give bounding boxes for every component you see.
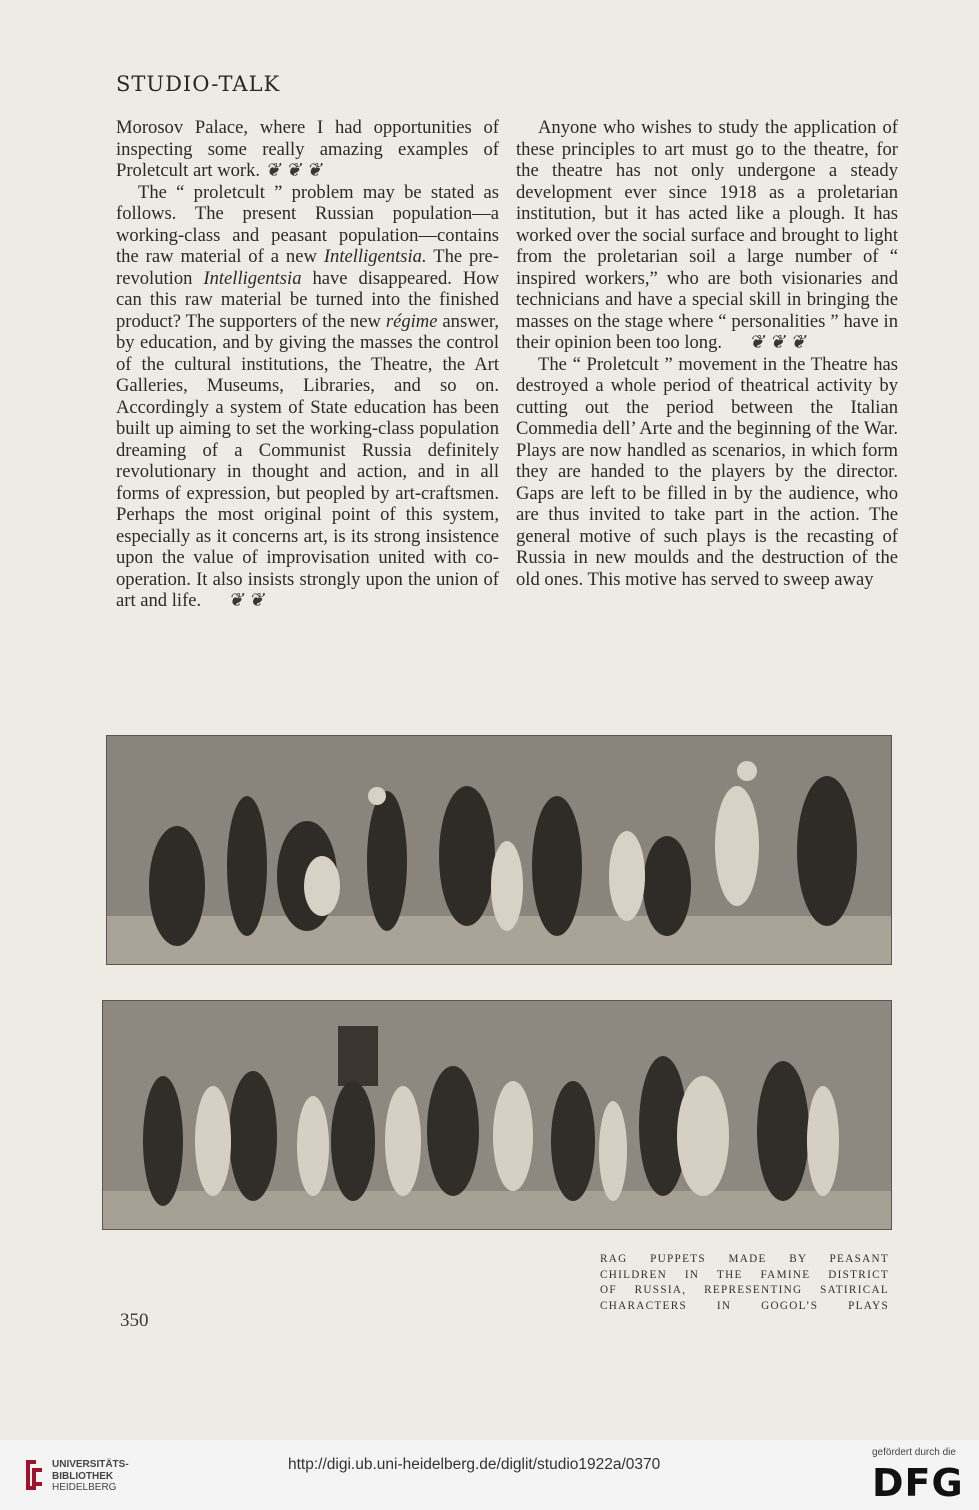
university-library-logo-icon	[22, 1458, 46, 1492]
leaf-ornament-icon: ❦	[264, 160, 281, 181]
library-name: UNIVERSITÄTS- BIBLIOTHEK HEIDELBERG	[52, 1459, 129, 1493]
leaf-ornament-icon: ❦	[306, 160, 322, 181]
paragraph: The “ proletcult ” problem may be stated as follows. The present Russian population—a working-class and peasant population—contains the raw material of a new Intelligentsia. The pre-revolution Intelligentsia have disappeared. How can this raw material be turned into the finished product? The supporters of the new régime answer, by education, and by giving the masses the control of the cultural institutions, the Theatre, the Art Galleries, Museums, Libraries, and so on. Accordingly a system of State education has been built up aiming to set the working-class population dreaming of a Communist Russia definitely revolutionary in thought and action, and in all forms of expression, but peopled by art-craftsmen. Perhaps the most original point of this system, especially as it concerns art, is its strong insistence upon the value of improvisation united with co-operation. It also insists strongly upon the union of art and life. ❦ ❦	[116, 181, 500, 611]
left-text-column	[116, 117, 499, 612]
leaf-ornament-icon: ❦	[790, 332, 806, 353]
paragraph: Morosov Palace, where I had opportunities of inspecting some really amazing examples of Proletcult art work. ❦ ❦ ❦	[116, 117, 499, 181]
puppet-photograph-bottom	[102, 1000, 892, 1230]
paragraph: The “ Proletcult ” movement in the Theatre has destroyed a whole period of theatrical activity by cutting out the period between the Italian Commedia dell’ Arte and the beginning of the War. Plays are now handled as scenarios, in which form they are handed to the players by the director. Gaps are left to be filled in by the audience, who are thus invited to take part in the action. The general motive of such plays is the recasting of Russia in new moulds and the destruction of the old ones. This motive has served to sweep away	[516, 353, 898, 590]
paragraph: Anyone who wishes to study the application of these principles to art must go to the theatre, for the theatre has not only undergone a steady development ever since 1918 as a proletarian institution, but it has acted like a plough. It has worked over the social surface and brought to light from the proletarian soil a large number of “ inspired workers,” who are both visionaries and technicians and have a special skill in bringing the masses on the stage where “ personalities ” have in their opinion been too long. ❦ ❦ ❦	[516, 117, 898, 353]
dfg-logo: DFG	[872, 1461, 964, 1505]
page-number: 350	[120, 1310, 149, 1331]
sponsor-label: gefördert durch die	[872, 1447, 956, 1458]
leaf-ornament-icon: ❦	[248, 590, 265, 611]
puppet-photograph-top	[106, 735, 892, 965]
right-text-column	[516, 117, 898, 590]
photo-caption: RAG PUPPETS MADE BY PEASANT CHILDREN IN THE FAMINE DISTRICT OF RUSSIA, REPRESENTING SATIRICAL CHARACTERS IN GOGOL’S PLAYS	[600, 1253, 889, 1312]
leaf-ornament-icon: ❦	[748, 332, 765, 353]
leaf-ornament-icon: ❦	[769, 332, 785, 353]
digitization-footer	[0, 1440, 979, 1510]
leaf-ornament-icon: ❦	[285, 160, 302, 181]
running-header: STUDIO-TALK	[116, 72, 281, 96]
puppets-group-illustration	[107, 736, 891, 964]
puppets-crowd-illustration	[103, 1001, 891, 1229]
leaf-ornament-icon: ❦	[227, 590, 244, 611]
permalink-url[interactable]: http://digi.ub.uni-heidelberg.de/diglit/studio1922a/0370	[288, 1456, 661, 1473]
